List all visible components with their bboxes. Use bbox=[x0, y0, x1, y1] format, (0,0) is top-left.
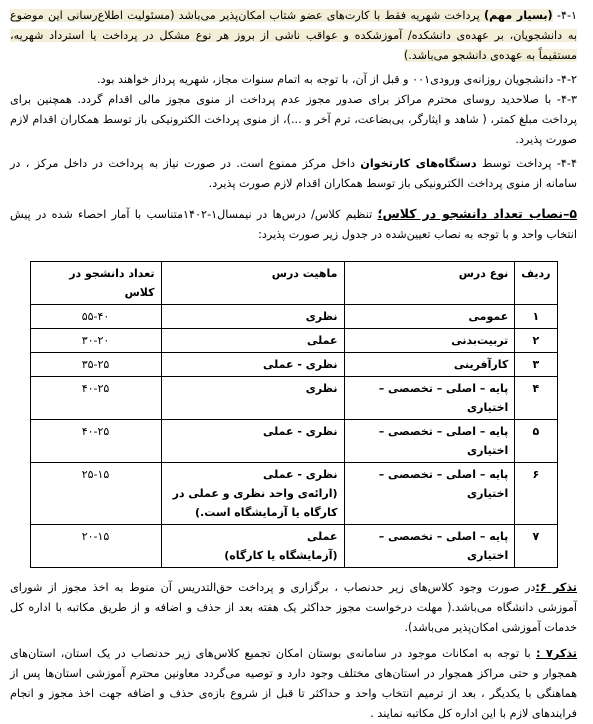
note-6 bbox=[10, 578, 577, 638]
cell-index: ۶ bbox=[515, 463, 557, 525]
very-important-marker: (بسیار مهم) bbox=[483, 9, 553, 22]
cell-course-type: عمومی bbox=[344, 305, 515, 329]
header-count: تعداد دانشجو در کلاس bbox=[30, 262, 161, 305]
paragraph-4-1 bbox=[10, 6, 577, 66]
para-4-1-text: پرداخت شهریه فقط با کارت‌های عضو شتاب امکان‌پذیر می‌باشد (مسئولیت اطلاع‌رسانی این موضوع به دانشجویان، بر عهده‌ی دانشکده/ آموزشکده و عواقب ناشی از بروز هر نوع مشکل در پرداخت یا استرداد شهریه، مستقیماً به عهده‌ی دانشجو می‌باشد.) bbox=[10, 9, 577, 62]
cell-nature bbox=[161, 525, 344, 568]
note-6-label: تذکر ۶: bbox=[535, 581, 577, 594]
cell-count: ۳۰-۲۰ bbox=[30, 329, 161, 353]
cell-index: ۲ bbox=[515, 329, 557, 353]
table-row bbox=[30, 353, 557, 377]
cell-index: ۵ bbox=[515, 420, 557, 463]
cell-nature-main: عملی bbox=[306, 530, 338, 543]
paragraph-4-3: ۴-۳- با صلاحدید روسای محترم مراکز برای صدور مجوز عدم پرداخت از منوی مجوز مالی اقدام گردد. همچنین برای پرداخت مبلغ کمتر، ( شاهد و ایثارگر، بی‌بضاعت، ترم آخر و ...)، از منوی پرداخت الکترونیکی باز توسط همکاران اقدام لازم صورت پذیرد. bbox=[10, 93, 577, 146]
cell-nature bbox=[161, 463, 344, 525]
cell-nature: نظری bbox=[161, 305, 344, 329]
section-5-text: تنظیم کلاس/ درس‌ها در نیمسال۱-۱۴۰۲متناسب با آمار احصاء شده در پیش انتخاب واحد و با توجه به نصاب تعیین‌شده در جدول زیر صورت پذیرد: bbox=[10, 208, 577, 241]
section-5 bbox=[10, 204, 577, 245]
header-index: ردیف bbox=[515, 262, 557, 305]
cell-nature: عملی bbox=[161, 329, 344, 353]
table-row bbox=[30, 305, 557, 329]
cell-count: ۵۵-۴۰ bbox=[30, 305, 161, 329]
para-4-4-rest: داخل مرکز ممنوع است. در صورت نیاز به پرداخت در داخل مرکز ، در سامانه از منوی پرداخت الکترونیکی باز توسط همکاران اقدام لازم صورت پذیرد. bbox=[10, 157, 577, 190]
header-nature: ماهیت درس bbox=[161, 262, 344, 305]
section-5-title: ۵–نصاب تعداد دانشجو در کلاس؛ bbox=[377, 206, 578, 221]
cell-index: ۷ bbox=[515, 525, 557, 568]
card-reader-term: دستگاه‌های کارتخوان bbox=[360, 157, 477, 170]
cell-nature: نظری - عملی bbox=[161, 420, 344, 463]
paragraph-4-4 bbox=[10, 154, 577, 194]
note-7-label: تذکر۷ : bbox=[536, 647, 578, 660]
cell-nature-detail: (ارائه‌ی واحد نظری و عملی در کارگاه یا آزمایشگاه است.) bbox=[172, 487, 338, 519]
table-header-row bbox=[30, 262, 557, 305]
cell-nature: نظری - عملی bbox=[161, 353, 344, 377]
cell-nature-detail: (آزمایشگاه یا کارگاه) bbox=[224, 549, 338, 562]
note-7 bbox=[10, 644, 577, 724]
table-row bbox=[30, 463, 557, 525]
para-4-1-number: ۴-۱- bbox=[556, 9, 578, 22]
cell-course-type: پایه – اصلی – تخصصی –اختیاری bbox=[344, 463, 515, 525]
para-4-4-prefix: ۴-۴- پرداخت توسط bbox=[476, 157, 577, 170]
class-quota-table bbox=[30, 261, 558, 568]
cell-count: ۳۵-۲۵ bbox=[30, 353, 161, 377]
cell-course-type: کارآفرینی bbox=[344, 353, 515, 377]
cell-course-type: پایه – اصلی – تخصصی –اختیاری bbox=[344, 525, 515, 568]
cell-count: ۴۰-۲۵ bbox=[30, 420, 161, 463]
table-row bbox=[30, 525, 557, 568]
paragraph-4-2: ۴-۲- دانشجویان روزانه‌ی ورودی۰۰۱ و قبل از آن، با توجه به اتمام سنوات مجاز، شهریه پرداز خواهند بود. bbox=[97, 73, 577, 86]
cell-course-type: تربیت‌بدنی bbox=[344, 329, 515, 353]
cell-count: ۲۵-۱۵ bbox=[30, 463, 161, 525]
note-7-text: با توجه به امکانات موجود در سامانه‌ی بوستان امکان تجمیع کلاس‌های زیر حدنصاب در یک استان، استان‌های همجوار و حتی مراکز همجوار در استان‌های مختلف وجود دارد و توصیه می‌گردد معاونین محترم آموزشی استان‌ها پس از هماهنگی با یکدیگر ، بعد از ترمیم انتخاب واحد و حداکثر تا قبل از شروع بازه‌ی حذف و اضافه جهت اخذ مجوز و انجام فرایندهای لازم با این اداره کل مکاتبه نمایند . bbox=[10, 647, 577, 720]
table-row bbox=[30, 420, 557, 463]
cell-course-type: پایه – اصلی – تخصصی –اختیاری bbox=[344, 420, 515, 463]
cell-index: ۳ bbox=[515, 353, 557, 377]
note-6-text: در صورت وجود کلاس‌های زیر حدنصاب ، برگزاری و پرداخت حق‌التدریس آن منوط به اخذ مجوز از شورای آموزشی دانشگاه می‌باشد.( مهلت درخواست مجوز حداکثر یک هفته بعد از حذف و اضافه و از طریق مکاتبه با اداره کل خدمات آموزشی امکان‌پذیر می‌باشد). bbox=[10, 581, 577, 634]
cell-nature: نظری bbox=[161, 377, 344, 420]
cell-index: ۴ bbox=[515, 377, 557, 420]
cell-nature-main: نظری - عملی bbox=[262, 468, 338, 481]
cell-index: ۱ bbox=[515, 305, 557, 329]
cell-count: ۲۰-۱۵ bbox=[30, 525, 161, 568]
table-row bbox=[30, 329, 557, 353]
cell-course-type: پایه – اصلی – تخصصی –اختیاری bbox=[344, 377, 515, 420]
cell-count: ۴۰-۲۵ bbox=[30, 377, 161, 420]
table-row bbox=[30, 377, 557, 420]
header-course-type: نوع درس bbox=[344, 262, 515, 305]
